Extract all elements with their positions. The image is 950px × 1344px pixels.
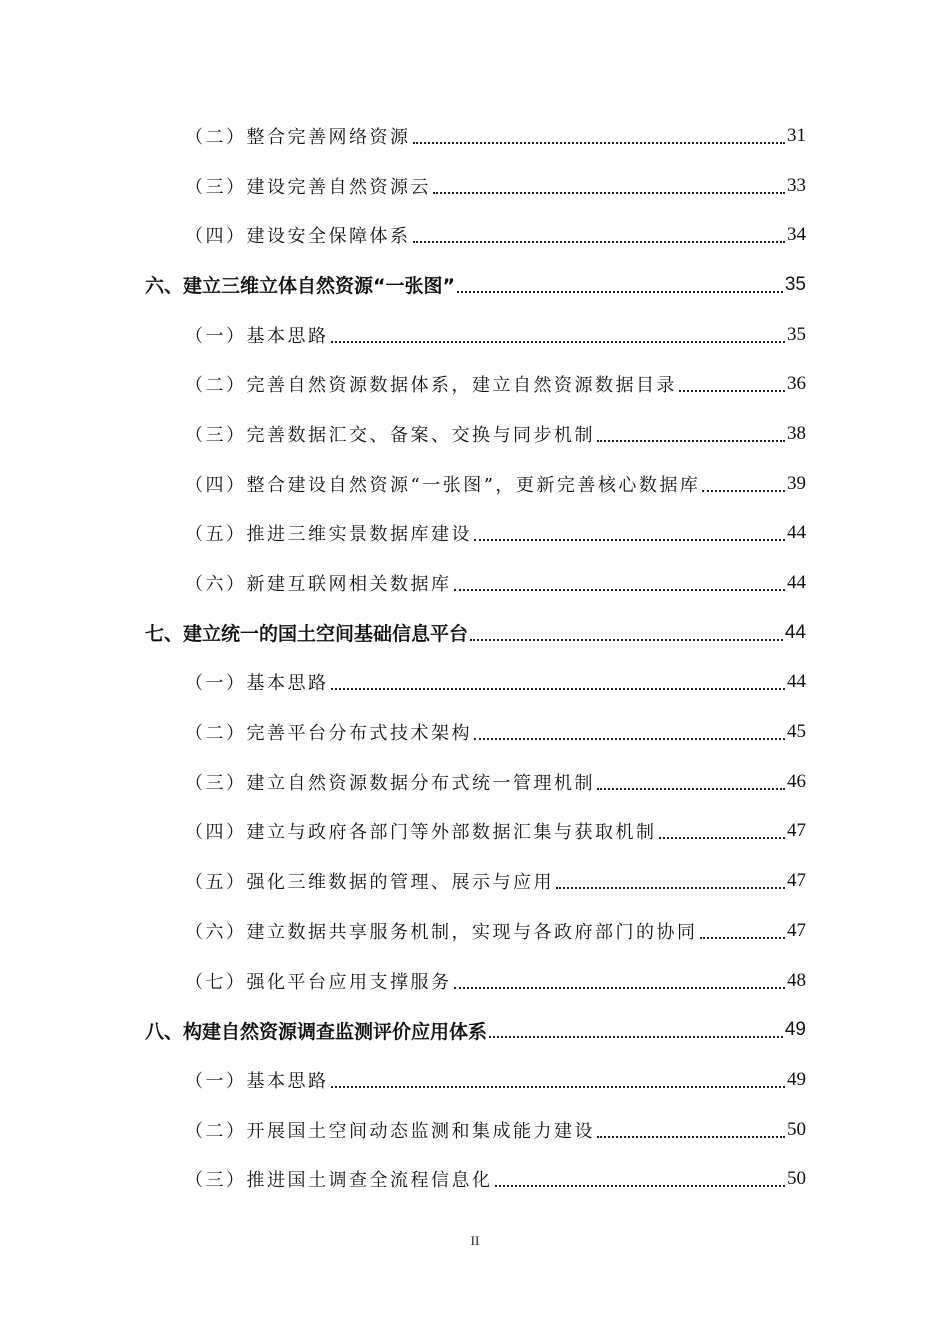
toc-entry-page: 44 (787, 522, 806, 544)
toc-entry-title: （五）推进三维实景数据库建设 (185, 524, 472, 546)
toc-dot-leader (413, 142, 786, 144)
toc-chapter-entry[interactable] (0, 1005, 950, 1055)
toc-section-entry[interactable] (0, 509, 950, 559)
toc-entry-page: 38 (787, 422, 806, 444)
toc-entry-title: （五）强化三维数据的管理、展示与应用 (185, 872, 554, 894)
toc-dot-leader (700, 937, 786, 939)
toc-section-entry[interactable] (0, 1154, 950, 1204)
toc-entry-title: 七、建立统一的国土空间基础信息平台 (145, 623, 469, 646)
toc-section-entry[interactable] (0, 558, 950, 608)
toc-entry-page: 49 (784, 1019, 806, 1041)
toc-entry-title: （四）建立与政府各部门等外部数据汇集与获取机制 (185, 822, 657, 844)
toc-entry-title: （二）完善平台分布式技术架构 (185, 723, 472, 745)
toc-entry-title: （三）建设完善自然资源云 (185, 176, 431, 198)
toc-entry-page: 34 (787, 224, 806, 246)
toc-dot-leader (659, 837, 786, 839)
toc-entry-title: （三）推进国土调查全流程信息化 (185, 1170, 493, 1192)
toc-dot-leader (457, 291, 783, 293)
toc-entry-title: （七）强化平台应用支撑服务 (185, 971, 452, 993)
toc-entry-page: 49 (787, 1068, 806, 1090)
toc-dot-leader (679, 390, 785, 392)
toc-dot-leader (331, 688, 786, 690)
toc-section-entry[interactable] (0, 359, 950, 409)
toc-dot-leader (495, 1185, 786, 1187)
toc-entry-title: （四）整合建设自然资源“一张图”，更新完善核心数据库 (185, 474, 701, 496)
toc-entry-page: 48 (787, 969, 806, 991)
toc-entry-title: 六、建立三维立体自然资源“一张图” (145, 275, 455, 298)
toc-dot-leader (597, 440, 785, 442)
toc-chapter-entry[interactable] (0, 260, 950, 310)
table-of-contents (0, 111, 950, 1204)
toc-entry-title: （六）新建互联网相关数据库 (185, 574, 452, 596)
toc-section-entry[interactable] (0, 1105, 950, 1155)
toc-entry-page: 47 (787, 870, 806, 892)
toc-entry-title: （四）建设安全保障体系 (185, 226, 411, 248)
toc-section-entry[interactable] (0, 956, 950, 1006)
toc-entry-title: （一）基本思路 (185, 673, 329, 695)
toc-dot-leader (474, 738, 785, 740)
toc-section-entry[interactable] (0, 856, 950, 906)
toc-dot-leader (556, 887, 785, 889)
toc-dot-leader (331, 1086, 786, 1088)
toc-dot-leader (331, 341, 786, 343)
toc-entry-title: （二）开展国土空间动态监测和集成能力建设 (185, 1120, 595, 1142)
toc-entry-title: （二）完善自然资源数据体系，建立自然资源数据目录 (185, 375, 677, 397)
toc-section-entry[interactable] (0, 807, 950, 857)
toc-entry-title: （一）基本思路 (185, 1070, 329, 1092)
toc-dot-leader (454, 589, 786, 591)
toc-section-entry[interactable] (0, 111, 950, 161)
toc-entry-page: 33 (787, 174, 806, 196)
toc-section-entry[interactable] (0, 310, 950, 360)
toc-section-entry[interactable] (0, 161, 950, 211)
toc-entry-title: （三）建立自然资源数据分布式统一管理机制 (185, 772, 595, 794)
page-number: II (470, 1233, 480, 1248)
toc-entry-title: （六）建立数据共享服务机制，实现与各政府部门的协同 (185, 921, 698, 943)
toc-entry-page: 31 (787, 124, 806, 146)
toc-entry-title: 八、构建自然资源调查监测评价应用体系 (145, 1020, 488, 1043)
toc-entry-page: 47 (787, 820, 806, 842)
toc-entry-page: 45 (787, 721, 806, 743)
toc-entry-page: 47 (787, 919, 806, 941)
toc-dot-leader (597, 1136, 785, 1138)
toc-entry-page: 50 (787, 1168, 806, 1190)
toc-section-entry[interactable] (0, 658, 950, 708)
toc-entry-page: 44 (787, 671, 806, 693)
toc-dot-leader (433, 192, 785, 194)
toc-entry-page: 44 (784, 621, 806, 643)
toc-entry-page: 36 (787, 373, 806, 395)
toc-section-entry[interactable] (0, 1055, 950, 1105)
toc-section-entry[interactable] (0, 707, 950, 757)
toc-entry-page: 35 (784, 273, 806, 295)
toc-entry-title: （三）完善数据汇交、备案、交换与同步机制 (185, 424, 595, 446)
toc-entry-title: （一）基本思路 (185, 325, 329, 347)
toc-dot-leader (489, 1036, 783, 1038)
toc-section-entry[interactable] (0, 459, 950, 509)
toc-section-entry[interactable] (0, 757, 950, 807)
toc-chapter-entry[interactable] (0, 608, 950, 658)
toc-dot-leader (702, 490, 785, 492)
toc-entry-page: 44 (787, 572, 806, 594)
toc-dot-leader (474, 539, 785, 541)
toc-section-entry[interactable] (0, 906, 950, 956)
toc-entry-title: （二）整合完善网络资源 (185, 126, 411, 148)
toc-entry-page: 46 (787, 770, 806, 792)
toc-dot-leader (470, 639, 783, 641)
toc-dot-leader (597, 788, 785, 790)
toc-dot-leader (454, 987, 786, 989)
toc-entry-page: 39 (787, 472, 806, 494)
toc-section-entry[interactable] (0, 210, 950, 260)
toc-section-entry[interactable] (0, 409, 950, 459)
toc-entry-page: 35 (787, 323, 806, 345)
toc-dot-leader (413, 241, 786, 243)
toc-entry-page: 50 (787, 1118, 806, 1140)
